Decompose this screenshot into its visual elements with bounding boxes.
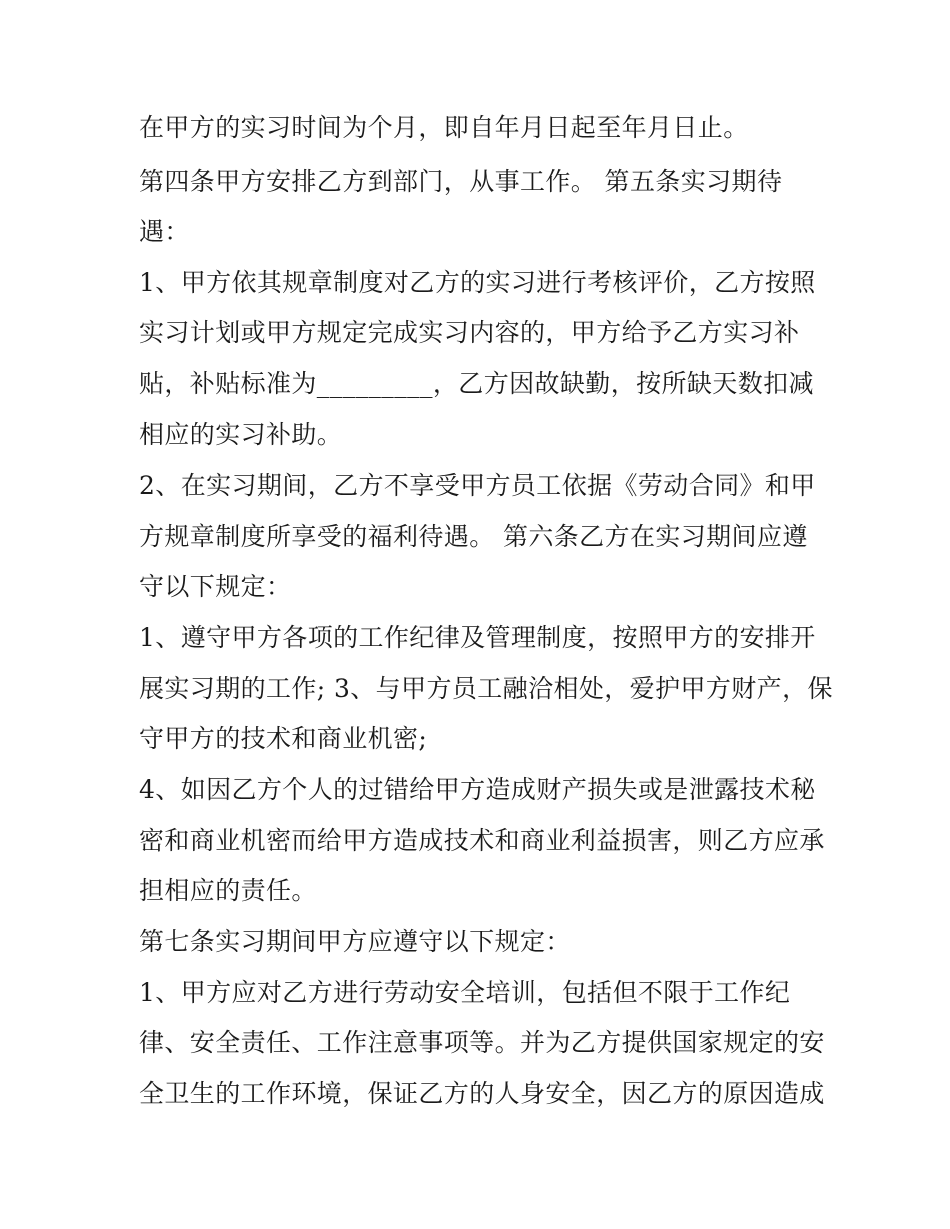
text-line: 展实习期的工作; 3、与甲方员工融洽相处，爱护甲方财产，保 <box>139 674 833 703</box>
text-line: 守以下规定： <box>139 572 292 601</box>
text-line: 1、遵守甲方各项的工作纪律及管理制度，按照甲方的安排开 <box>139 623 816 652</box>
text-line: 贴，补贴标准为_________，乙方因故缺勤，按所缺天数扣减 <box>139 369 814 398</box>
text-line: 律、安全责任、工作注意事项等。并为乙方提供国家规定的安 <box>139 1028 825 1057</box>
text-line: 相应的实习补助。 <box>139 420 343 449</box>
text-line: 密和商业机密而给甲方造成技术和商业利益损害，则乙方应承 <box>139 826 825 855</box>
text-line: 遇： <box>139 217 190 246</box>
text-line: 第四条甲方安排乙方到部门，从事工作。 第五条实习期待 <box>139 167 783 196</box>
text-line: 第七条实习期间甲方应遵守以下规定： <box>139 927 571 956</box>
text-line: 在甲方的实习时间为个月，即自年月日起至年月日止。 <box>139 113 749 142</box>
text-line: 2、在实习期间，乙方不享受甲方员工依据《劳动合同》和甲 <box>139 471 816 500</box>
text-line: 守甲方的技术和商业机密; <box>139 724 428 753</box>
text-line: 实习计划或甲方规定完成实习内容的，甲方给予乙方实习补 <box>139 318 800 347</box>
text-line: 4、如因乙方个人的过错给甲方造成财产损失或是泄露技术秘 <box>139 775 816 804</box>
text-line: 方规章制度所享受的福利待遇。 第六条乙方在实习期间应遵 <box>139 522 808 551</box>
text-line: 全卫生的工作环境，保证乙方的人身安全，因乙方的原因造成 <box>139 1079 825 1108</box>
text-line: 1、甲方依其规章制度对乙方的实习进行考核评价，乙方按照 <box>139 268 816 297</box>
text-line: 1、甲方应对乙方进行劳动安全培训，包括但不限于工作纪 <box>139 978 791 1007</box>
text-line: 担相应的责任。 <box>139 876 317 905</box>
